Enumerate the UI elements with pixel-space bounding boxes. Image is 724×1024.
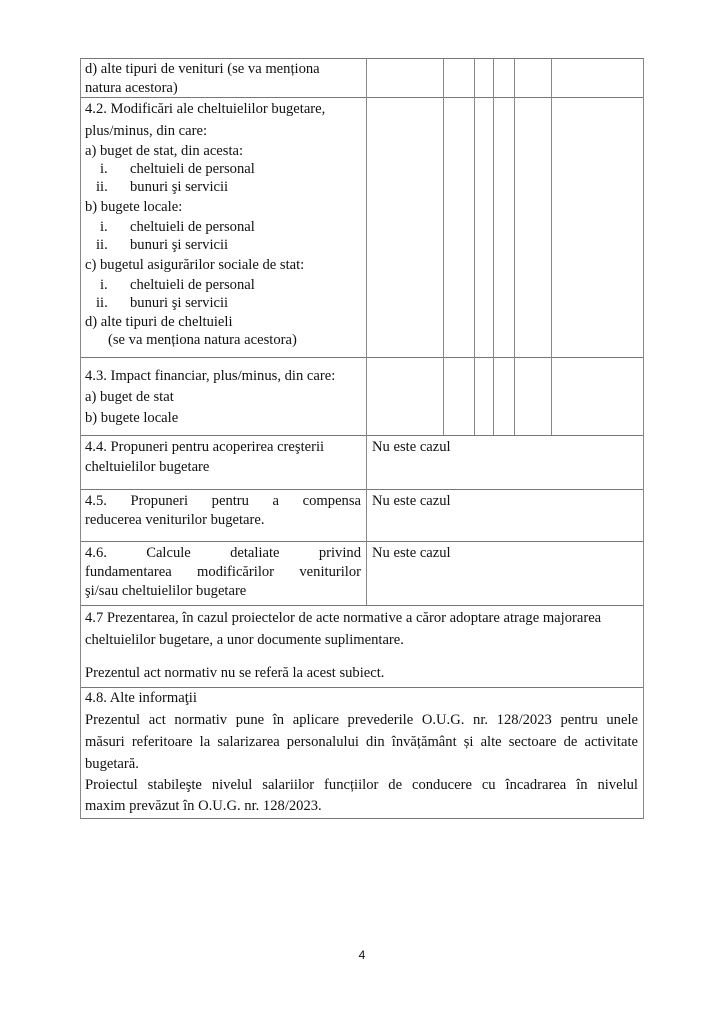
table-border <box>80 357 644 358</box>
list-number: ii. <box>96 179 108 195</box>
list-number: i. <box>100 161 108 177</box>
table-border <box>514 58 515 435</box>
table-border <box>643 58 644 819</box>
list-item: bunuri şi servicii <box>130 237 229 253</box>
row-label: şi/sau cheltuielilor bugetare <box>85 583 247 599</box>
section-text: Prezentul act normativ pune în aplicare prevederile O.U.G. nr. 128/2023 pentru unele <box>85 712 638 728</box>
row-label: 4.6. Calcule detaliate privind <box>85 545 361 561</box>
row-label: d) alte tipuri de cheltuieli <box>85 314 233 330</box>
row-label: b) bugete locale <box>85 410 179 426</box>
table-border <box>80 489 644 490</box>
section-text: bugetară. <box>85 756 139 772</box>
row-label: 4.5. Propuneri pentru a compensa <box>85 493 361 509</box>
list-number: i. <box>100 277 108 293</box>
table-border <box>80 58 81 819</box>
row-label: a) buget de stat, din acesta: <box>85 143 244 159</box>
section-text: măsuri referitoare la salarizarea personalului din învățământ și alte sectoare de activitate <box>85 734 638 750</box>
section-title: 4.8. Alte informaţii <box>85 690 197 706</box>
row-label: d) alte tipuri de venituri (se va menționa <box>85 61 320 77</box>
list-item: cheltuieli de personal <box>130 277 255 293</box>
row-label: cheltuielilor bugetare <box>85 459 210 475</box>
list-number: ii. <box>96 237 108 253</box>
table-border <box>80 541 644 542</box>
row-label: b) bugete locale: <box>85 199 183 215</box>
list-item: cheltuieli de personal <box>130 219 255 235</box>
row-label: c) bugetul asigurărilor sociale de stat: <box>85 257 305 273</box>
table-border <box>80 687 644 688</box>
section-text: Prezentul act normativ nu se referă la acest subiect. <box>85 665 385 681</box>
row-label: a) buget de stat <box>85 389 174 405</box>
row-label: natura acestora) <box>85 80 178 96</box>
row-value: Nu este cazul <box>372 439 451 455</box>
table-border <box>551 58 552 435</box>
section-text: cheltuielilor bugetare, a unor documente suplimentare. <box>85 632 404 648</box>
row-label: (se va menționa natura acestora) <box>108 332 297 348</box>
row-value: Nu este cazul <box>372 493 451 509</box>
list-item: bunuri şi servicii <box>130 295 229 311</box>
table-border <box>80 435 644 436</box>
table-border <box>493 58 494 435</box>
row-value: Nu este cazul <box>372 545 451 561</box>
list-number: i. <box>100 219 108 235</box>
row-label: 4.4. Propuneri pentru acoperirea creşterii <box>85 439 325 455</box>
section-text: maxim prevăzut în O.U.G. nr. 128/2023. <box>85 798 322 814</box>
list-item: bunuri şi servicii <box>130 179 229 195</box>
section-text: 4.7 Prezentarea, în cazul proiectelor de acte normative a căror adoptare atrage majorarea <box>85 610 602 626</box>
list-number: ii. <box>96 295 108 311</box>
table-border <box>443 58 444 435</box>
section-text: Proiectul stabileşte nivelul salariilor funcțiilor de conducere cu încadrarea în nivelul <box>85 777 638 793</box>
page-number: 4 <box>358 948 366 962</box>
table-border <box>474 58 475 435</box>
list-item: cheltuieli de personal <box>130 161 255 177</box>
row-label: reducerea veniturilor bugetare. <box>85 512 265 528</box>
table-border <box>80 605 644 606</box>
table-border <box>80 818 644 819</box>
table-border <box>80 58 644 59</box>
row-label: 4.3. Impact financiar, plus/minus, din care: <box>85 368 336 384</box>
table-border <box>366 58 367 605</box>
row-label: plus/minus, din care: <box>85 123 208 139</box>
row-label: 4.2. Modificări ale cheltuielilor bugetare, <box>85 101 326 117</box>
row-label: fundamentarea modificărilor veniturilor <box>85 564 361 580</box>
